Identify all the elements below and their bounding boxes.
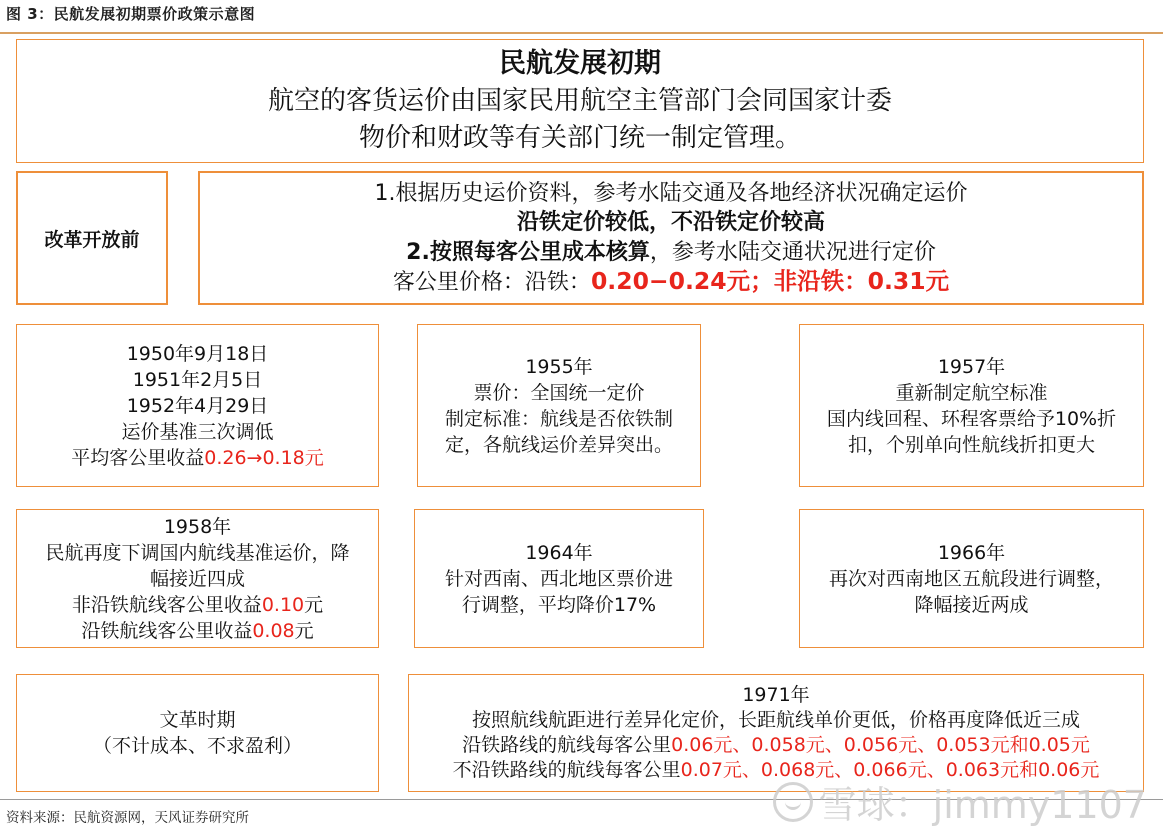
rail-rates-label: 沿铁路线的航线每客公里: [462, 734, 672, 756]
period-1964-line: 行调整，平均降价17%: [461, 593, 657, 616]
watermark-text: 雪球：jimmy1107: [818, 783, 1147, 827]
period-1958-rail-yield: [81, 618, 313, 644]
period-1955-line: 制定标准：航线是否依铁制: [444, 407, 673, 430]
period-1957-line: 国内线回程、环程客票给予10%折: [826, 407, 1117, 430]
period-1950-line: 1950年9月18日: [126, 342, 269, 365]
period-1950-box: [16, 324, 379, 487]
non-rail-rates-label: 不沿铁路线的航线每客公里: [452, 759, 681, 781]
period-1955-year: 1955年: [525, 355, 593, 378]
period-1957-box: [799, 324, 1144, 487]
non-rail-yield-unit: 元: [304, 593, 324, 616]
rule-line-3-bold: 2.按照每客公里成本核算: [406, 239, 650, 265]
rule-line-2: 沿铁定价较低，不沿铁定价较高: [516, 210, 825, 235]
rule-line-4-prefix: 客公里价格：沿铁：: [392, 270, 591, 295]
rule-line-3: [406, 238, 936, 268]
rule-line-4-prices: 0.20−0.24元；非沿铁：0.31元: [590, 267, 950, 295]
rail-yield-label: 沿铁航线客公里收益: [81, 619, 253, 642]
period-1966-line: 再次对西南地区五航段进行调整，: [828, 567, 1114, 590]
header-box: [16, 39, 1144, 163]
period-1958-year: 1958年: [163, 515, 232, 538]
non-rail-yield-label: 非沿铁航线客公里收益: [71, 593, 262, 616]
source-note: 资料来源：民航资源网，天风证券研究所: [6, 810, 249, 826]
top-divider: [0, 32, 1163, 34]
period-1950-yield-label: 平均客公里收益: [71, 446, 205, 469]
rule-line-1: 1.根据历史运价资料，参考水陆交通及各地经济状况确定运价: [374, 180, 968, 206]
non-rail-yield-value: 0.10: [261, 593, 305, 616]
header-title: 民航发展初期: [499, 48, 661, 79]
cultural-revolution-note: （不计成本、不求盈利）: [92, 735, 302, 757]
non-rail-rates-values: 0.07元、0.068元、0.066元、0.063元和0.06元: [680, 759, 1100, 781]
period-1964-year: 1964年: [525, 541, 593, 564]
period-1971-year: 1971年: [742, 684, 810, 706]
period-1958-line: 民航再度下调国内航线基准运价，降: [45, 541, 350, 564]
period-1966-box: [799, 509, 1144, 648]
period-1964-line: 针对西南、西北地区票价进: [444, 567, 673, 590]
period-1964-box: [414, 509, 704, 648]
pricing-rules-box: [198, 171, 1144, 305]
period-1950-yield-value: 0.26→0.18元: [204, 446, 324, 469]
period-1958-non-rail-yield: [72, 592, 323, 618]
period-1950-line: 1951年2月5日: [132, 368, 263, 391]
pre-reform-box: [16, 171, 168, 305]
pre-reform-label: 改革开放前: [44, 228, 140, 251]
header-line-3: 物价和财政等有关部门统一制定管理。: [358, 123, 801, 153]
period-1958-line: 幅接近四成: [149, 567, 245, 590]
rule-line-4: [393, 267, 949, 298]
period-1958-box: [16, 509, 379, 648]
period-1971-line: 按照航线航距进行差异化定价，长距航线单价更低，价格再度降低近三成: [471, 709, 1080, 731]
period-1971-rail-rates: [462, 733, 1090, 758]
rule-line-3-rest: ，参考水陆交通状况进行定价: [649, 239, 936, 265]
period-1955-box: [417, 324, 701, 487]
period-1950-line: 运价基准三次调低: [121, 420, 274, 443]
period-1950-line: 1952年4月29日: [126, 394, 269, 417]
period-1966-year: 1966年: [937, 541, 1006, 564]
figure-title: 图 3：民航发展初期票价政策示意图: [6, 5, 256, 23]
watermark: [773, 774, 1147, 829]
header-line-2: 航空的客货运价由国家民用航空主管部门会同国家计委: [267, 86, 892, 116]
period-1957-year: 1957年: [937, 355, 1006, 378]
period-1957-line: 扣，个别单向性航线折扣更大: [847, 433, 1095, 456]
rail-rates-values: 0.06元、0.058元、0.056元、0.053元和0.05元: [671, 734, 1090, 756]
cultural-revolution-title: 文革时期: [159, 709, 236, 731]
snowball-logo-icon: [773, 782, 813, 822]
period-1955-line: 票价：全国统一定价: [473, 381, 645, 404]
period-1950-yield: [71, 445, 324, 471]
rail-yield-value: 0.08: [252, 619, 295, 642]
period-1966-line: 降幅接近两成: [914, 593, 1029, 616]
period-1957-line: 重新制定航空标准: [895, 381, 1048, 404]
rail-yield-unit: 元: [294, 619, 314, 642]
cultural-revolution-box: [16, 674, 379, 792]
period-1955-line: 定，各航线运价差异突出。: [444, 433, 673, 456]
